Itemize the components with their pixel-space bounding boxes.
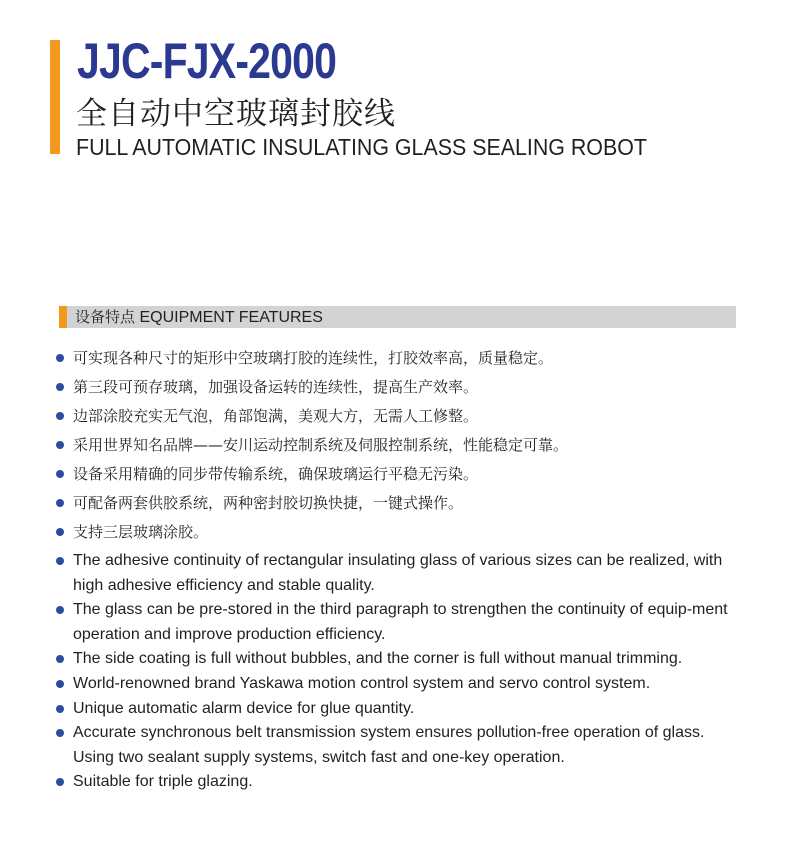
section-title-en: EQUIPMENT FEATURES [139,309,323,326]
bullet-icon [56,412,64,420]
feature-item-en: Accurate synchronous belt transmission system ensures pollution-free operation of glass. Using two sealant supply systems, switch fast and one-key operation. [55,721,745,770]
bullet-icon [56,705,64,713]
feature-item-en: The side coating is full without bubbles, and the corner is full without manual trimming. [55,647,745,672]
section-accent-mark [59,306,67,328]
feature-item-cn: 可配备两套供胶系统，两种密封胶切换快捷，一键式操作。 [55,489,568,518]
feature-item-cn: 采用世界知名品牌——安川运动控制系统及伺服控制系统，性能稳定可靠。 [55,431,568,460]
feature-item-en: The adhesive continuity of rectangular insulating glass of various sizes can be realized, with high adhesive efficiency and stable quality. [55,549,745,598]
feature-item-cn: 支持三层玻璃涂胶。 [55,518,568,547]
bullet-icon [56,354,64,362]
feature-item-cn: 可实现各种尺寸的矩形中空玻璃打胶的连续性，打胶效率高，质量稳定。 [55,344,568,373]
bullet-icon [56,557,64,565]
section-title-cn: 设备特点 [75,308,136,326]
feature-item-cn: 第三段可预存玻璃，加强设备运转的连续性，提高生产效率。 [55,373,568,402]
bullet-icon [56,499,64,507]
section-title [75,308,323,327]
product-title-en: FULL AUTOMATIC INSULATING GLASS SEALING ROBOT [76,134,647,160]
feature-item-en: World-renowned brand Yaskawa motion control system and servo control system. [55,672,745,697]
feature-item-cn: 设备采用精确的同步带传输系统，确保玻璃运行平稳无污染。 [55,460,568,489]
bullet-icon [56,655,64,663]
bullet-icon [56,470,64,478]
product-title-cn: 全自动中空玻璃封胶线 [76,96,396,132]
bullet-icon [56,441,64,449]
features-list-en [55,549,745,795]
feature-item-en: The glass can be pre-stored in the third paragraph to strengthen the continuity of equip-ment operation and improve production efficiency. [55,598,745,647]
feature-item-en: Unique automatic alarm device for glue quantity. [55,697,745,722]
bullet-icon [56,778,64,786]
bullet-icon [56,383,64,391]
title-accent-bar [50,40,60,154]
bullet-icon [56,606,64,614]
section-header [59,306,736,328]
feature-item-en: Suitable for triple glazing. [55,770,745,795]
bullet-icon [56,729,64,737]
feature-item-cn: 边部涂胶充实无气泡，角部饱满，美观大方，无需人工修整。 [55,402,568,431]
features-list-cn [55,344,568,547]
model-number: JJC-FJX-2000 [77,33,337,89]
bullet-icon [56,680,64,688]
bullet-icon [56,528,64,536]
